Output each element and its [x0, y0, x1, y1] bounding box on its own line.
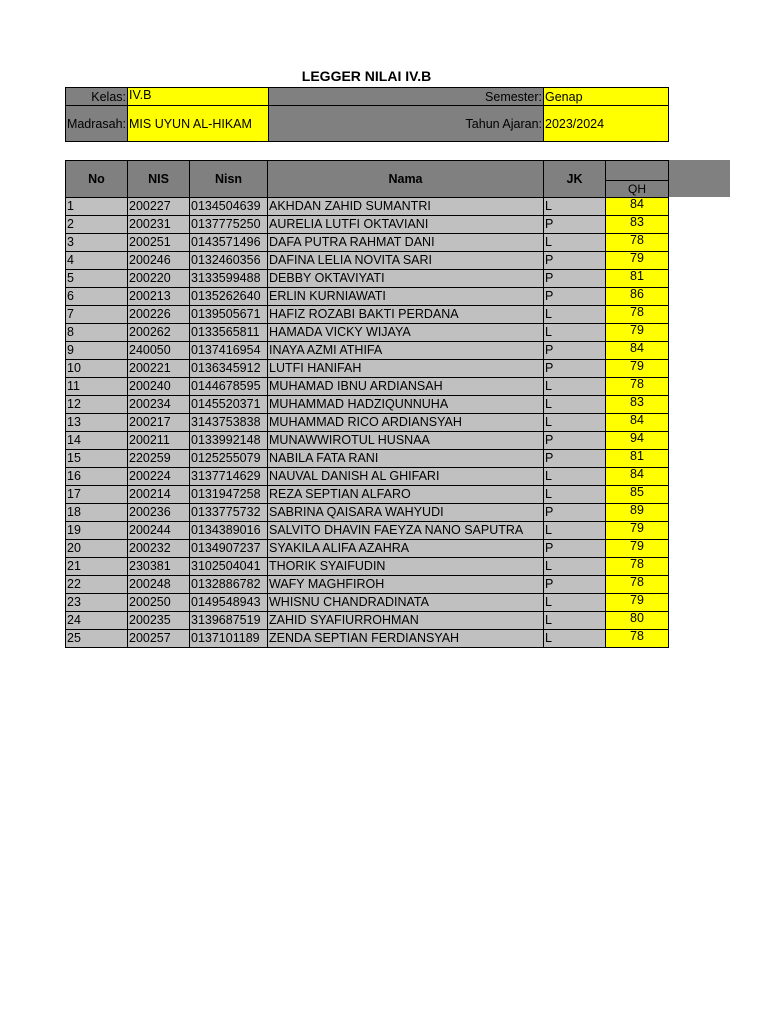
column-header-nama[interactable]: Nama	[268, 161, 544, 198]
header-extension	[668, 160, 730, 197]
cell-no[interactable]: 3	[66, 234, 128, 252]
cell-jk[interactable]: P	[544, 540, 606, 558]
cell-qh[interactable]: 79	[606, 594, 669, 612]
cell-jk[interactable]: L	[544, 324, 606, 342]
cell-nis[interactable]: 200211	[128, 432, 190, 450]
cell-nis[interactable]: 200257	[128, 630, 190, 648]
cell-qh[interactable]: 83	[606, 396, 669, 414]
cell-nisn[interactable]: 3133599488	[190, 270, 268, 288]
cell-no[interactable]: 23	[66, 594, 128, 612]
cell-nama[interactable]: NABILA FATA RANI	[268, 450, 544, 468]
cell-nama[interactable]: SYAKILA ALIFA AZAHRA	[268, 540, 544, 558]
cell-nis[interactable]: 200262	[128, 324, 190, 342]
cell-nama[interactable]: AURELIA LUTFI OKTAVIANI	[268, 216, 544, 234]
column-header-qh[interactable]: QH	[606, 180, 669, 197]
cell-jk[interactable]: L	[544, 486, 606, 504]
table-row[interactable]	[66, 540, 669, 558]
cell-qh[interactable]: 89	[606, 504, 669, 522]
cell-nisn[interactable]: 3102504041	[190, 558, 268, 576]
cell-nis[interactable]: 220259	[128, 450, 190, 468]
cell-no[interactable]: 6	[66, 288, 128, 306]
table-row[interactable]	[66, 324, 669, 342]
cell-nis[interactable]: 200251	[128, 234, 190, 252]
cell-nis[interactable]: 230381	[128, 558, 190, 576]
cell-qh[interactable]: 79	[606, 540, 669, 558]
cell-qh[interactable]: 78	[606, 630, 669, 648]
cell-qh[interactable]: 94	[606, 432, 669, 450]
cell-jk[interactable]: L	[544, 414, 606, 432]
cell-jk[interactable]: L	[544, 558, 606, 576]
cell-nama[interactable]: NAUVAL DANISH AL GHIFARI	[268, 468, 544, 486]
cell-jk[interactable]: P	[544, 216, 606, 234]
cell-no[interactable]: 2	[66, 216, 128, 234]
cell-no[interactable]: 19	[66, 522, 128, 540]
cell-no[interactable]: 5	[66, 270, 128, 288]
column-header-nisn[interactable]: Nisn	[190, 161, 268, 198]
grades-table-body	[66, 198, 669, 648]
cell-no[interactable]: 7	[66, 306, 128, 324]
kelas-label: Kelas:	[66, 88, 128, 106]
cell-nis[interactable]: 200220	[128, 270, 190, 288]
cell-jk[interactable]: L	[544, 198, 606, 216]
table-row[interactable]	[66, 378, 669, 396]
cell-nis[interactable]: 200235	[128, 612, 190, 630]
cell-nisn[interactable]: 0144678595	[190, 378, 268, 396]
table-row[interactable]	[66, 630, 669, 648]
cell-no[interactable]: 17	[66, 486, 128, 504]
cell-nis[interactable]: 200226	[128, 306, 190, 324]
info-table	[65, 87, 669, 142]
cell-nisn[interactable]: 0136345912	[190, 360, 268, 378]
cell-nama[interactable]: HAFIZ ROZABI BAKTI PERDANA	[268, 306, 544, 324]
cell-no[interactable]: 13	[66, 414, 128, 432]
cell-nis[interactable]: 200214	[128, 486, 190, 504]
cell-no[interactable]: 8	[66, 324, 128, 342]
table-row[interactable]	[66, 414, 669, 432]
cell-no[interactable]: 20	[66, 540, 128, 558]
column-header-group	[606, 161, 669, 181]
cell-jk[interactable]: P	[544, 450, 606, 468]
cell-nama[interactable]: SALVITO DHAVIN FAEYZA NANO SAPUTRA	[268, 522, 544, 540]
table-row[interactable]	[66, 342, 669, 360]
cell-nama[interactable]: REZA SEPTIAN ALFARO	[268, 486, 544, 504]
cell-nis[interactable]: 200224	[128, 468, 190, 486]
cell-nama[interactable]: MUHAMAD IBNU ARDIANSAH	[268, 378, 544, 396]
table-row[interactable]	[66, 612, 669, 630]
kelas-value[interactable]: IV.B	[128, 88, 269, 106]
column-header-nis[interactable]: NIS	[128, 161, 190, 198]
semester-value[interactable]: Genap	[544, 88, 669, 106]
cell-qh[interactable]: 78	[606, 378, 669, 396]
cell-nisn[interactable]: 0143571496	[190, 234, 268, 252]
cell-nama[interactable]: ZAHID SYAFIURROHMAN	[268, 612, 544, 630]
cell-qh[interactable]: 84	[606, 198, 669, 216]
cell-nis[interactable]: 200221	[128, 360, 190, 378]
cell-jk[interactable]: P	[544, 432, 606, 450]
cell-nama[interactable]: AKHDAN ZAHID SUMANTRI	[268, 198, 544, 216]
cell-qh[interactable]: 86	[606, 288, 669, 306]
semester-label: Semester:	[269, 88, 544, 106]
table-row[interactable]	[66, 594, 669, 612]
cell-no[interactable]: 10	[66, 360, 128, 378]
cell-no[interactable]: 18	[66, 504, 128, 522]
cell-jk[interactable]: P	[544, 270, 606, 288]
cell-qh[interactable]: 79	[606, 522, 669, 540]
cell-no[interactable]: 9	[66, 342, 128, 360]
cell-nisn[interactable]: 0135262640	[190, 288, 268, 306]
cell-jk[interactable]: L	[544, 522, 606, 540]
table-row[interactable]	[66, 216, 669, 234]
cell-no[interactable]: 22	[66, 576, 128, 594]
cell-qh[interactable]: 79	[606, 324, 669, 342]
cell-nama[interactable]: MUNAWWIROTUL HUSNAA	[268, 432, 544, 450]
column-header-no[interactable]: No	[66, 161, 128, 198]
cell-nisn[interactable]: 0134504639	[190, 198, 268, 216]
cell-no[interactable]: 24	[66, 612, 128, 630]
cell-nisn[interactable]: 3137714629	[190, 468, 268, 486]
cell-qh[interactable]: 85	[606, 486, 669, 504]
cell-nis[interactable]: 200213	[128, 288, 190, 306]
cell-nis[interactable]: 200231	[128, 216, 190, 234]
table-row[interactable]	[66, 522, 669, 540]
table-row[interactable]	[66, 468, 669, 486]
table-row[interactable]	[66, 288, 669, 306]
cell-nisn[interactable]: 0145520371	[190, 396, 268, 414]
cell-nisn[interactable]: 0133565811	[190, 324, 268, 342]
cell-nisn[interactable]: 0125255079	[190, 450, 268, 468]
cell-no[interactable]: 11	[66, 378, 128, 396]
madrasah-label: Madrasah:	[66, 106, 128, 142]
cell-jk[interactable]: L	[544, 306, 606, 324]
table-row[interactable]	[66, 432, 669, 450]
cell-nama[interactable]: DAFA PUTRA RAHMAT DANI	[268, 234, 544, 252]
cell-nis[interactable]: 200240	[128, 378, 190, 396]
cell-nisn[interactable]: 0134907237	[190, 540, 268, 558]
cell-nisn[interactable]: 0137775250	[190, 216, 268, 234]
cell-nis[interactable]: 200250	[128, 594, 190, 612]
cell-nama[interactable]: LUTFI HANIFAH	[268, 360, 544, 378]
cell-qh[interactable]: 78	[606, 234, 669, 252]
tahun-ajaran-value[interactable]: 2023/2024	[544, 106, 669, 142]
cell-nisn[interactable]: 0139505671	[190, 306, 268, 324]
cell-nama[interactable]: DEBBY OKTAVIYATI	[268, 270, 544, 288]
cell-nama[interactable]: WAFY MAGHFIROH	[268, 576, 544, 594]
table-row[interactable]	[66, 270, 669, 288]
cell-qh[interactable]: 78	[606, 576, 669, 594]
cell-qh[interactable]: 84	[606, 414, 669, 432]
cell-qh[interactable]: 79	[606, 252, 669, 270]
tahun-ajaran-label: Tahun Ajaran:	[269, 106, 544, 142]
cell-nama[interactable]: ZENDA SEPTIAN FERDIANSYAH	[268, 630, 544, 648]
cell-jk[interactable]: P	[544, 360, 606, 378]
cell-nama[interactable]: INAYA AZMI ATHIFA	[268, 342, 544, 360]
cell-no[interactable]: 12	[66, 396, 128, 414]
cell-nis[interactable]: 200244	[128, 522, 190, 540]
cell-qh[interactable]: 84	[606, 342, 669, 360]
cell-nisn[interactable]: 0137101189	[190, 630, 268, 648]
cell-qh[interactable]: 80	[606, 612, 669, 630]
cell-qh[interactable]: 78	[606, 558, 669, 576]
cell-jk[interactable]: L	[544, 630, 606, 648]
cell-nama[interactable]: DAFINA LELIA NOVITA SARI	[268, 252, 544, 270]
cell-nisn[interactable]: 0132886782	[190, 576, 268, 594]
page-title: LEGGER NILAI IV.B	[301, 68, 432, 84]
cell-nama[interactable]: SABRINA QAISARA WAHYUDI	[268, 504, 544, 522]
cell-jk[interactable]: L	[544, 468, 606, 486]
table-row[interactable]	[66, 198, 669, 216]
column-header-jk[interactable]: JK	[544, 161, 606, 198]
table-row[interactable]	[66, 306, 669, 324]
table-row[interactable]	[66, 576, 669, 594]
cell-nisn[interactable]: 0131947258	[190, 486, 268, 504]
madrasah-value[interactable]: MIS UYUN AL-HIKAM	[128, 106, 269, 142]
cell-jk[interactable]: L	[544, 396, 606, 414]
cell-nisn[interactable]: 0134389016	[190, 522, 268, 540]
cell-qh[interactable]: 78	[606, 306, 669, 324]
cell-qh[interactable]: 81	[606, 270, 669, 288]
cell-nis[interactable]: 200236	[128, 504, 190, 522]
cell-no[interactable]: 15	[66, 450, 128, 468]
cell-nama[interactable]: MUHAMMAD RICO ARDIANSYAH	[268, 414, 544, 432]
cell-jk[interactable]: P	[544, 576, 606, 594]
cell-no[interactable]: 21	[66, 558, 128, 576]
cell-no[interactable]: 25	[66, 630, 128, 648]
cell-nisn[interactable]: 0137416954	[190, 342, 268, 360]
table-row[interactable]	[66, 360, 669, 378]
grades-table	[65, 160, 669, 648]
cell-nisn[interactable]: 0149548943	[190, 594, 268, 612]
cell-nisn[interactable]: 3143753838	[190, 414, 268, 432]
cell-jk[interactable]: P	[544, 288, 606, 306]
cell-jk[interactable]: L	[544, 612, 606, 630]
cell-nisn[interactable]: 0133992148	[190, 432, 268, 450]
cell-no[interactable]: 16	[66, 468, 128, 486]
cell-no[interactable]: 14	[66, 432, 128, 450]
cell-nama[interactable]: WHISNU CHANDRADINATA	[268, 594, 544, 612]
cell-jk[interactable]: P	[544, 342, 606, 360]
cell-nama[interactable]: ERLIN KURNIAWATI	[268, 288, 544, 306]
cell-nis[interactable]: 200248	[128, 576, 190, 594]
cell-qh[interactable]: 81	[606, 450, 669, 468]
cell-nama[interactable]: HAMADA VICKY WIJAYA	[268, 324, 544, 342]
table-row[interactable]	[66, 252, 669, 270]
cell-jk[interactable]: P	[544, 504, 606, 522]
table-row[interactable]	[66, 396, 669, 414]
cell-nis[interactable]: 200232	[128, 540, 190, 558]
cell-qh[interactable]: 84	[606, 468, 669, 486]
table-row[interactable]	[66, 558, 669, 576]
cell-qh[interactable]: 83	[606, 216, 669, 234]
cell-nisn[interactable]: 0132460356	[190, 252, 268, 270]
cell-nama[interactable]: MUHAMMAD HADZIQUNNUHA	[268, 396, 544, 414]
cell-no[interactable]: 1	[66, 198, 128, 216]
cell-nis[interactable]: 200246	[128, 252, 190, 270]
cell-nis[interactable]: 200234	[128, 396, 190, 414]
cell-nisn[interactable]: 0133775732	[190, 504, 268, 522]
cell-jk[interactable]: P	[544, 252, 606, 270]
cell-no[interactable]: 4	[66, 252, 128, 270]
table-row[interactable]	[66, 450, 669, 468]
table-row[interactable]	[66, 234, 669, 252]
cell-qh[interactable]: 79	[606, 360, 669, 378]
table-row[interactable]	[66, 504, 669, 522]
cell-nisn[interactable]: 3139687519	[190, 612, 268, 630]
cell-nama[interactable]: THORIK SYAIFUDIN	[268, 558, 544, 576]
cell-nis[interactable]: 200227	[128, 198, 190, 216]
cell-jk[interactable]: L	[544, 234, 606, 252]
cell-nis[interactable]: 240050	[128, 342, 190, 360]
cell-jk[interactable]: L	[544, 378, 606, 396]
cell-nis[interactable]: 200217	[128, 414, 190, 432]
cell-jk[interactable]: L	[544, 594, 606, 612]
table-row[interactable]	[66, 486, 669, 504]
